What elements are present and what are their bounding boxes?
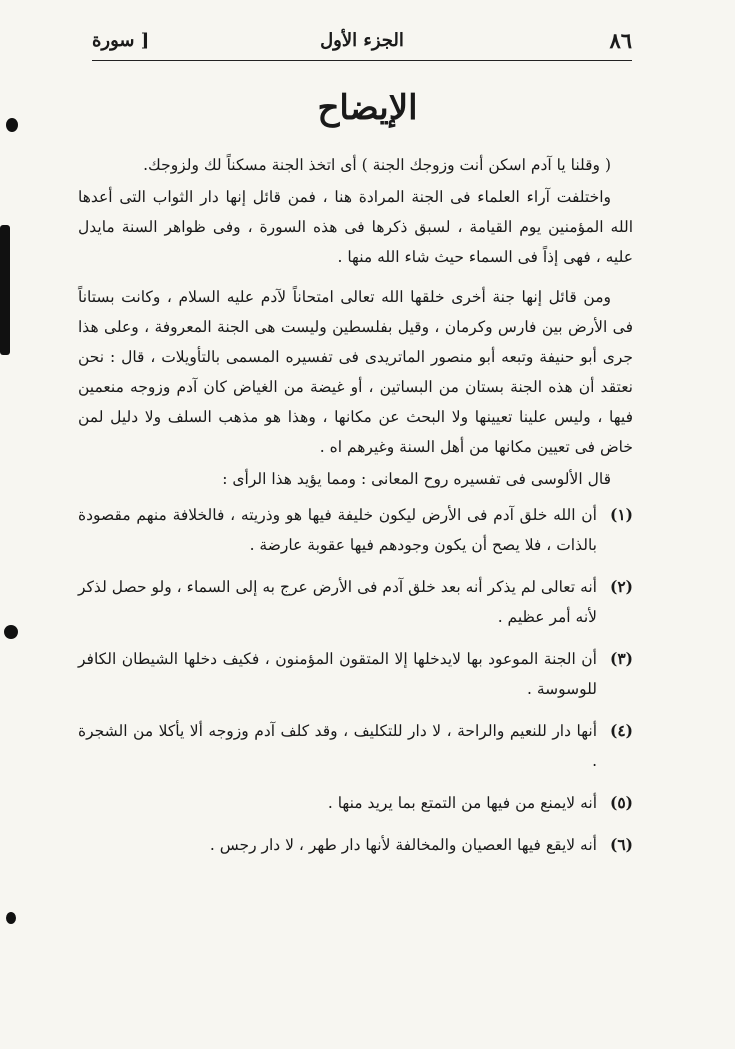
section-title: الإيضاح [317,88,418,128]
list-item-number: (٤) [609,721,633,740]
paragraph: واختلفت آراء العلماء فى الجنة المرادة هنا ، فمن قائل إنها دار الثواب التى أعدها الله المؤمنين يوم القيامة ، لسبق ذكرها فى هذه السورة ، وفى ظواهر السنة مايدل عليه ، فهى إذاً فى السماء حيث شاء الله منها . [78,188,633,266]
body-text [78,150,633,872]
surah-label: [ سورة [92,30,150,51]
list-item-text: أنه لايقع فيها العصيان والمخالفة لأنها دار طهر ، لا دار رجس . [209,836,597,854]
paragraph: قال الألوسى فى تفسيره روح المعانى : ومما يؤيد هذا الرأى : [222,470,611,488]
scan-spot [6,912,16,924]
scan-spot [6,118,18,132]
list-item [78,716,633,776]
list-item-number: (٦) [609,835,633,854]
list-item [78,500,633,560]
list-item-number: (٥) [609,793,633,812]
page-number: ٨٦ [609,28,632,53]
list-item-number: (١) [609,505,633,524]
list-item-text: أن الله خلق آدم فى الأرض ليكون خليفة فيها هو وذريته ، فالخلافة منهم مقصودة بالذات ، فلا يصح أن يكون وجودهم فيها عقوبة عارضة . [78,506,597,554]
list-item-number: (٢) [609,577,633,596]
list-item [78,644,633,704]
list-item [78,572,633,632]
scan-spot [0,225,10,355]
list-item-text: أن الجنة الموعود بها لايدخلها إلا المتقون المؤمنون ، فكيف دخلها الشيطان الكافر للوسوسة . [78,650,597,698]
list-item-number: (٣) [609,649,633,668]
page-header [92,26,632,61]
list-item [78,830,633,860]
list-item-text: أنه لايمنع من فيها من التمتع بما يريد منها . [327,794,597,812]
scan-spot [4,625,18,639]
paragraph: ( وقلنا يا آدم اسكن أنت وزوجك الجنة ) أى اتخذ الجنة مسكناً لك ولزوجك. [143,156,611,174]
list-item [78,788,633,818]
list-item-text: أنه تعالى لم يذكر أنه بعد خلق آدم فى الأرض عرج به إلى السماء ، ولو حصل لذكر لأنه أمر عظيم . [78,578,597,626]
numbered-list [78,500,633,860]
list-item-text: أنها دار للنعيم والراحة ، لا دار للتكليف ، وقد كلف آدم وزوجه ألا يأكلا من الشجرة . [78,722,597,770]
paragraph: ومن قائل إنها جنة أخرى خلقها الله تعالى امتحاناً لآدم عليه السلام ، وكانت بستاناً فى الأرض بين فارس وكرمان ، وقيل بفلسطين وليست هى الجنة المعروفة ، وعلى هذا جرى أبو حنيفة وتبعه أبو منصور الماتريدى فى تفسيره المسمى بالتأويلات ، قال : نحن نعتقد أن هذه الجنة بستان من البساتين ، أو غيضة من الغياض كان آدم وزوجه منعمين فيها ، وليس علينا تعيينها ولا البحث عن مكانها ، وهذا هو مذهب السلف ولا دليل لمن خاض فى تعيين مكانها من أهل السنة وغيرهم اه . [78,288,633,456]
running-title: الجزء الأول [320,30,404,51]
